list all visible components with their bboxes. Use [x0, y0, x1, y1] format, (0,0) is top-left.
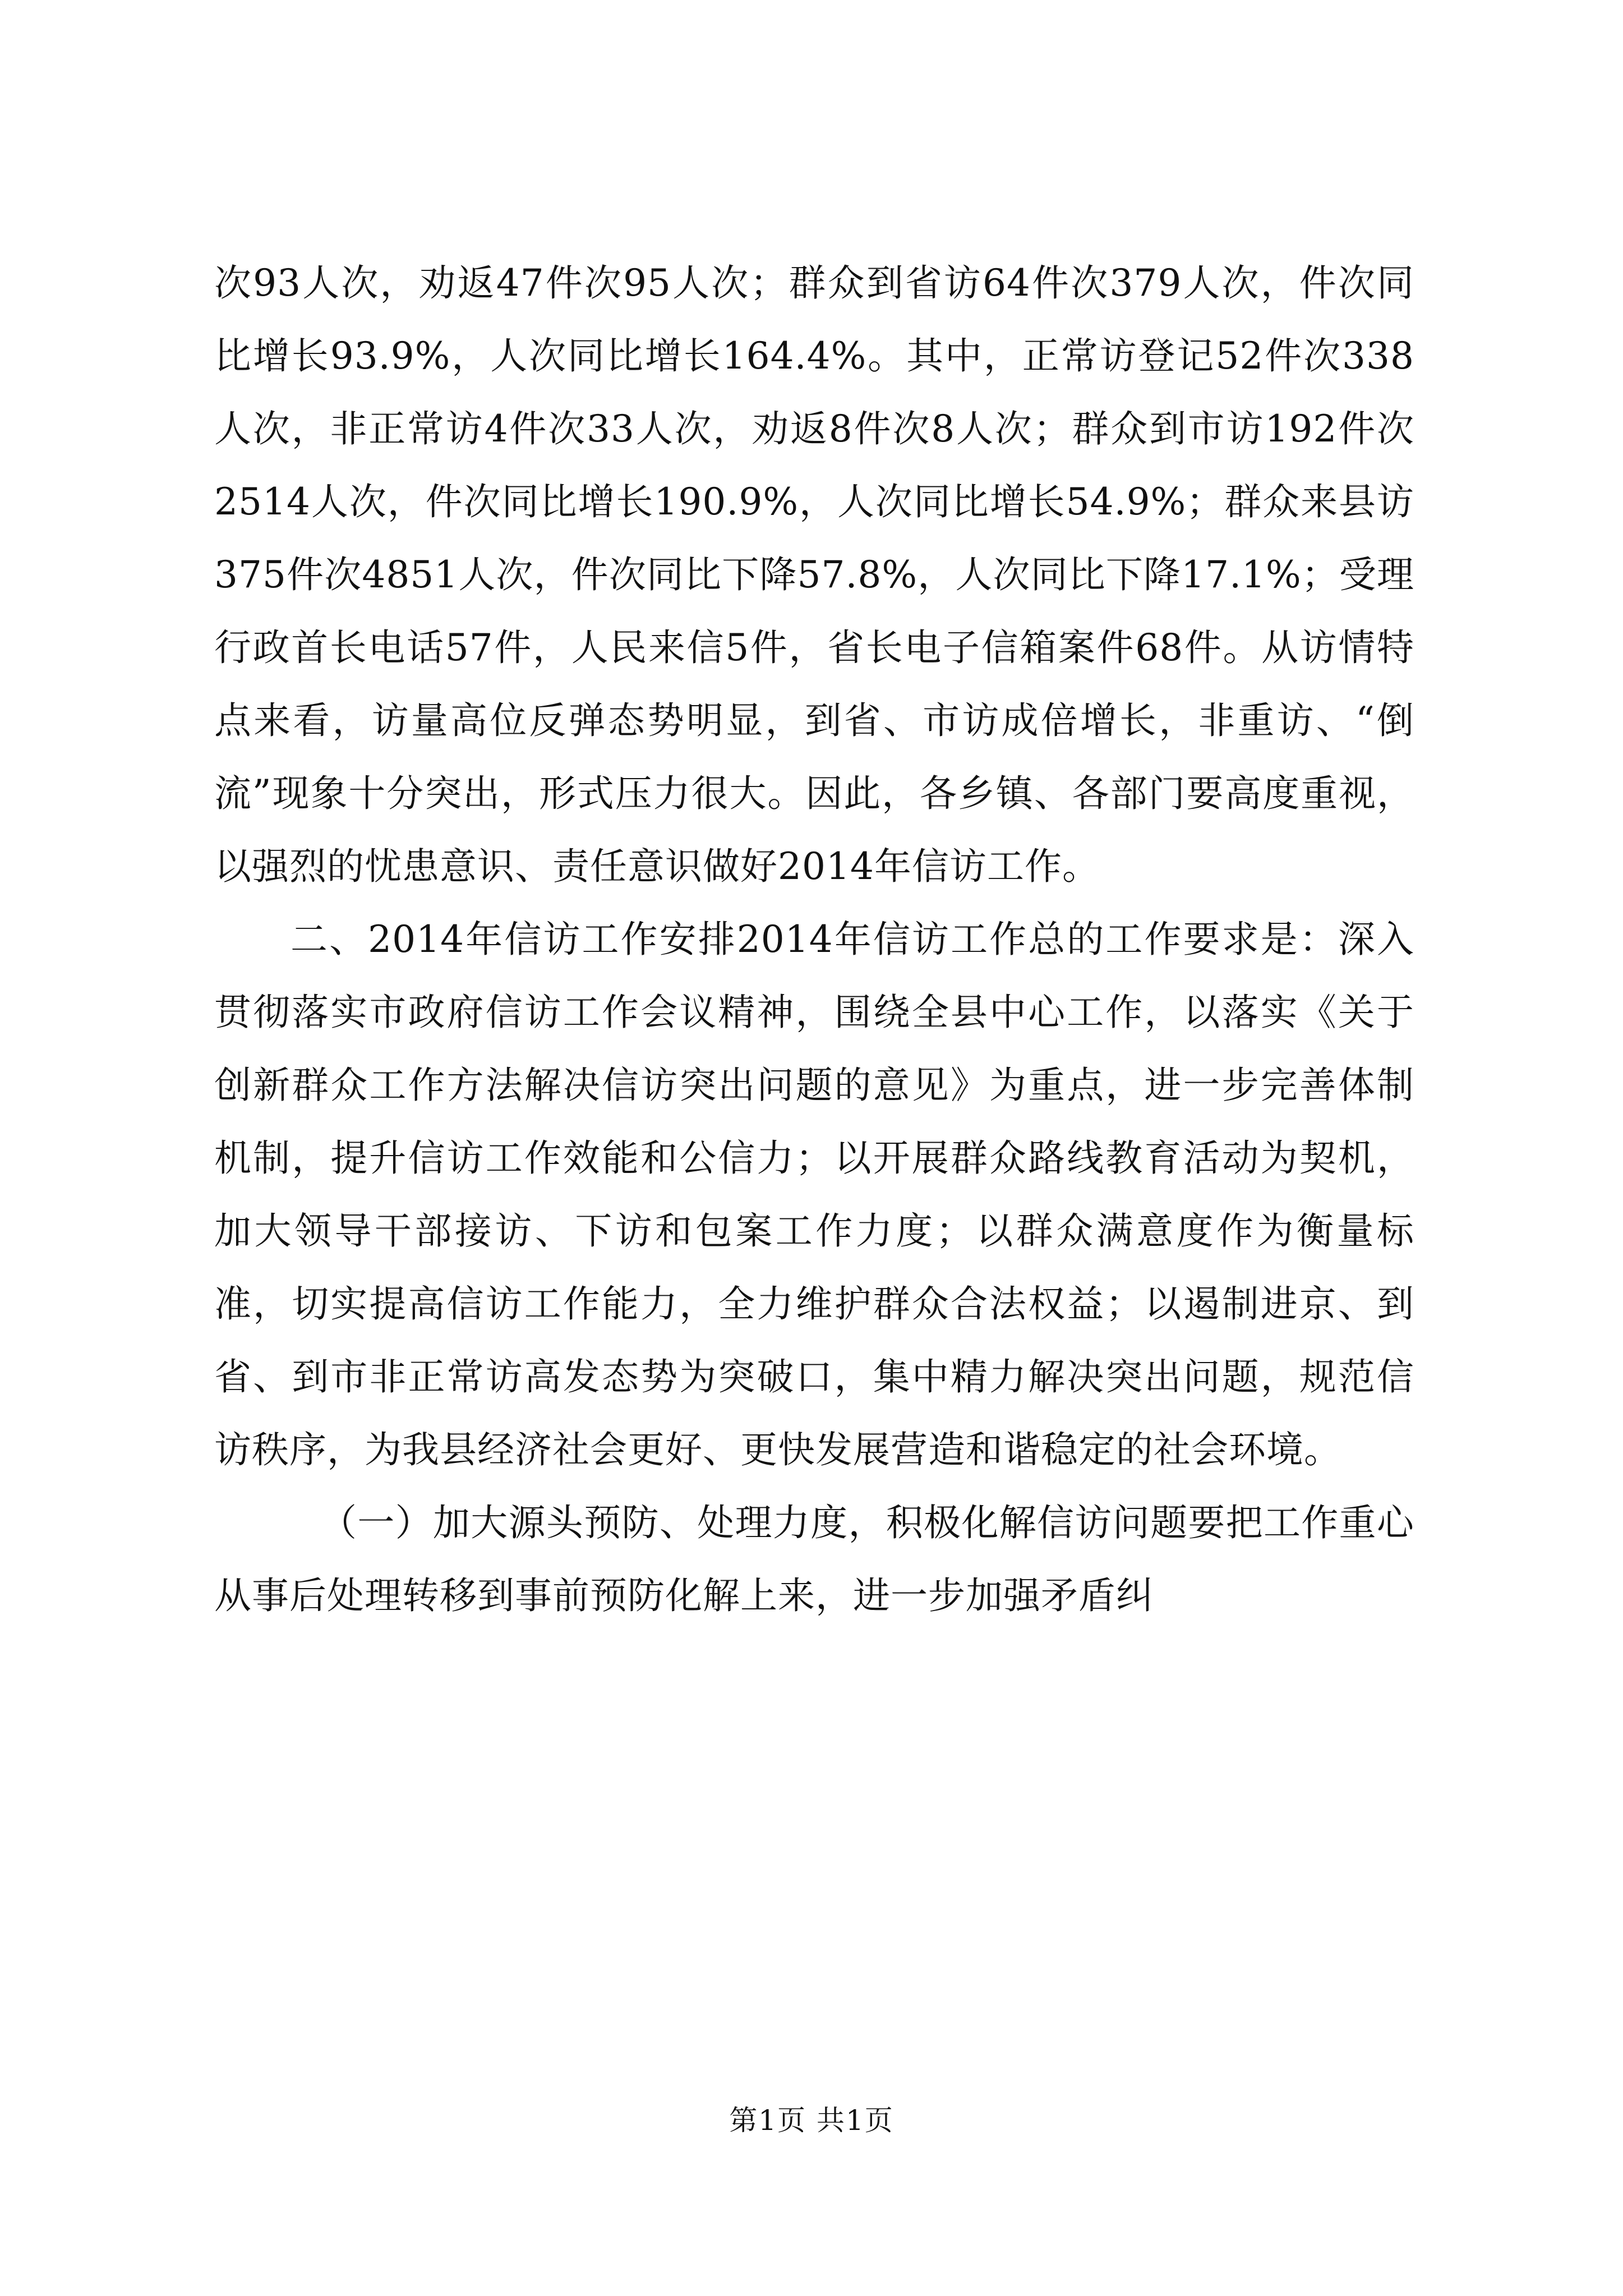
paragraph-work-arrangement: 二、2014年信访工作安排2014年信访工作总的工作要求是：深入贯彻落实市政府信访工作会议精神，围绕全县中心工作，以落实《关于创新群众工作方法解决信访突出问题的意见》为重点，进一步完善体制机制，提升信访工作效能和公信力；以开展群众路线教育活动为契机，加大领导干部接访、下访和包案工作力度；以群众满意度作为衡量标准，切实提高信访工作能力，全力维护群众合法权益；以遏制进京、到省、到市非正常访高发态势为突破口，集中精力解决突出问题，规范信访秩序，为我县经济社会更好、更快发展营造和谐稳定的社会环境。 — [214, 918, 1414, 1471]
document-body — [214, 247, 1414, 1632]
paragraph-statistics: 次93人次，劝返47件次95人次；群众到省访64件次379人次，件次同比增长93.9%，人次同比增长164.4%。其中，正常访登记52件次338人次，非正常访4件次33人次，劝返8件次8人次；群众到市访192件次2514人次，件次同比增长190.9%，人次同比增长54.9%；群众来县访375件次4851人次，件次同比下降57.8%，人次同比下降17.1%；受理行政首长电话57件，人民来信5件，省长电子信箱案件68件。从访情特点来看，访量高位反弹态势明显，到省、市访成倍增长，非重访、“倒流”现象十分突出，形式压力很大。因此，各乡镇、各部门要高度重视，以强烈的忧患意识、责任意识做好2014年信访工作。 — [214, 261, 1414, 888]
paragraph-source-prevention: （一）加大源头预防、处理力度，积极化解信访问题要把工作重心从事后处理转移到事前预防化解上来，进一步加强矛盾纠 — [214, 1501, 1414, 1617]
page-number-footer: 第1页 共1页 — [729, 2104, 894, 2137]
